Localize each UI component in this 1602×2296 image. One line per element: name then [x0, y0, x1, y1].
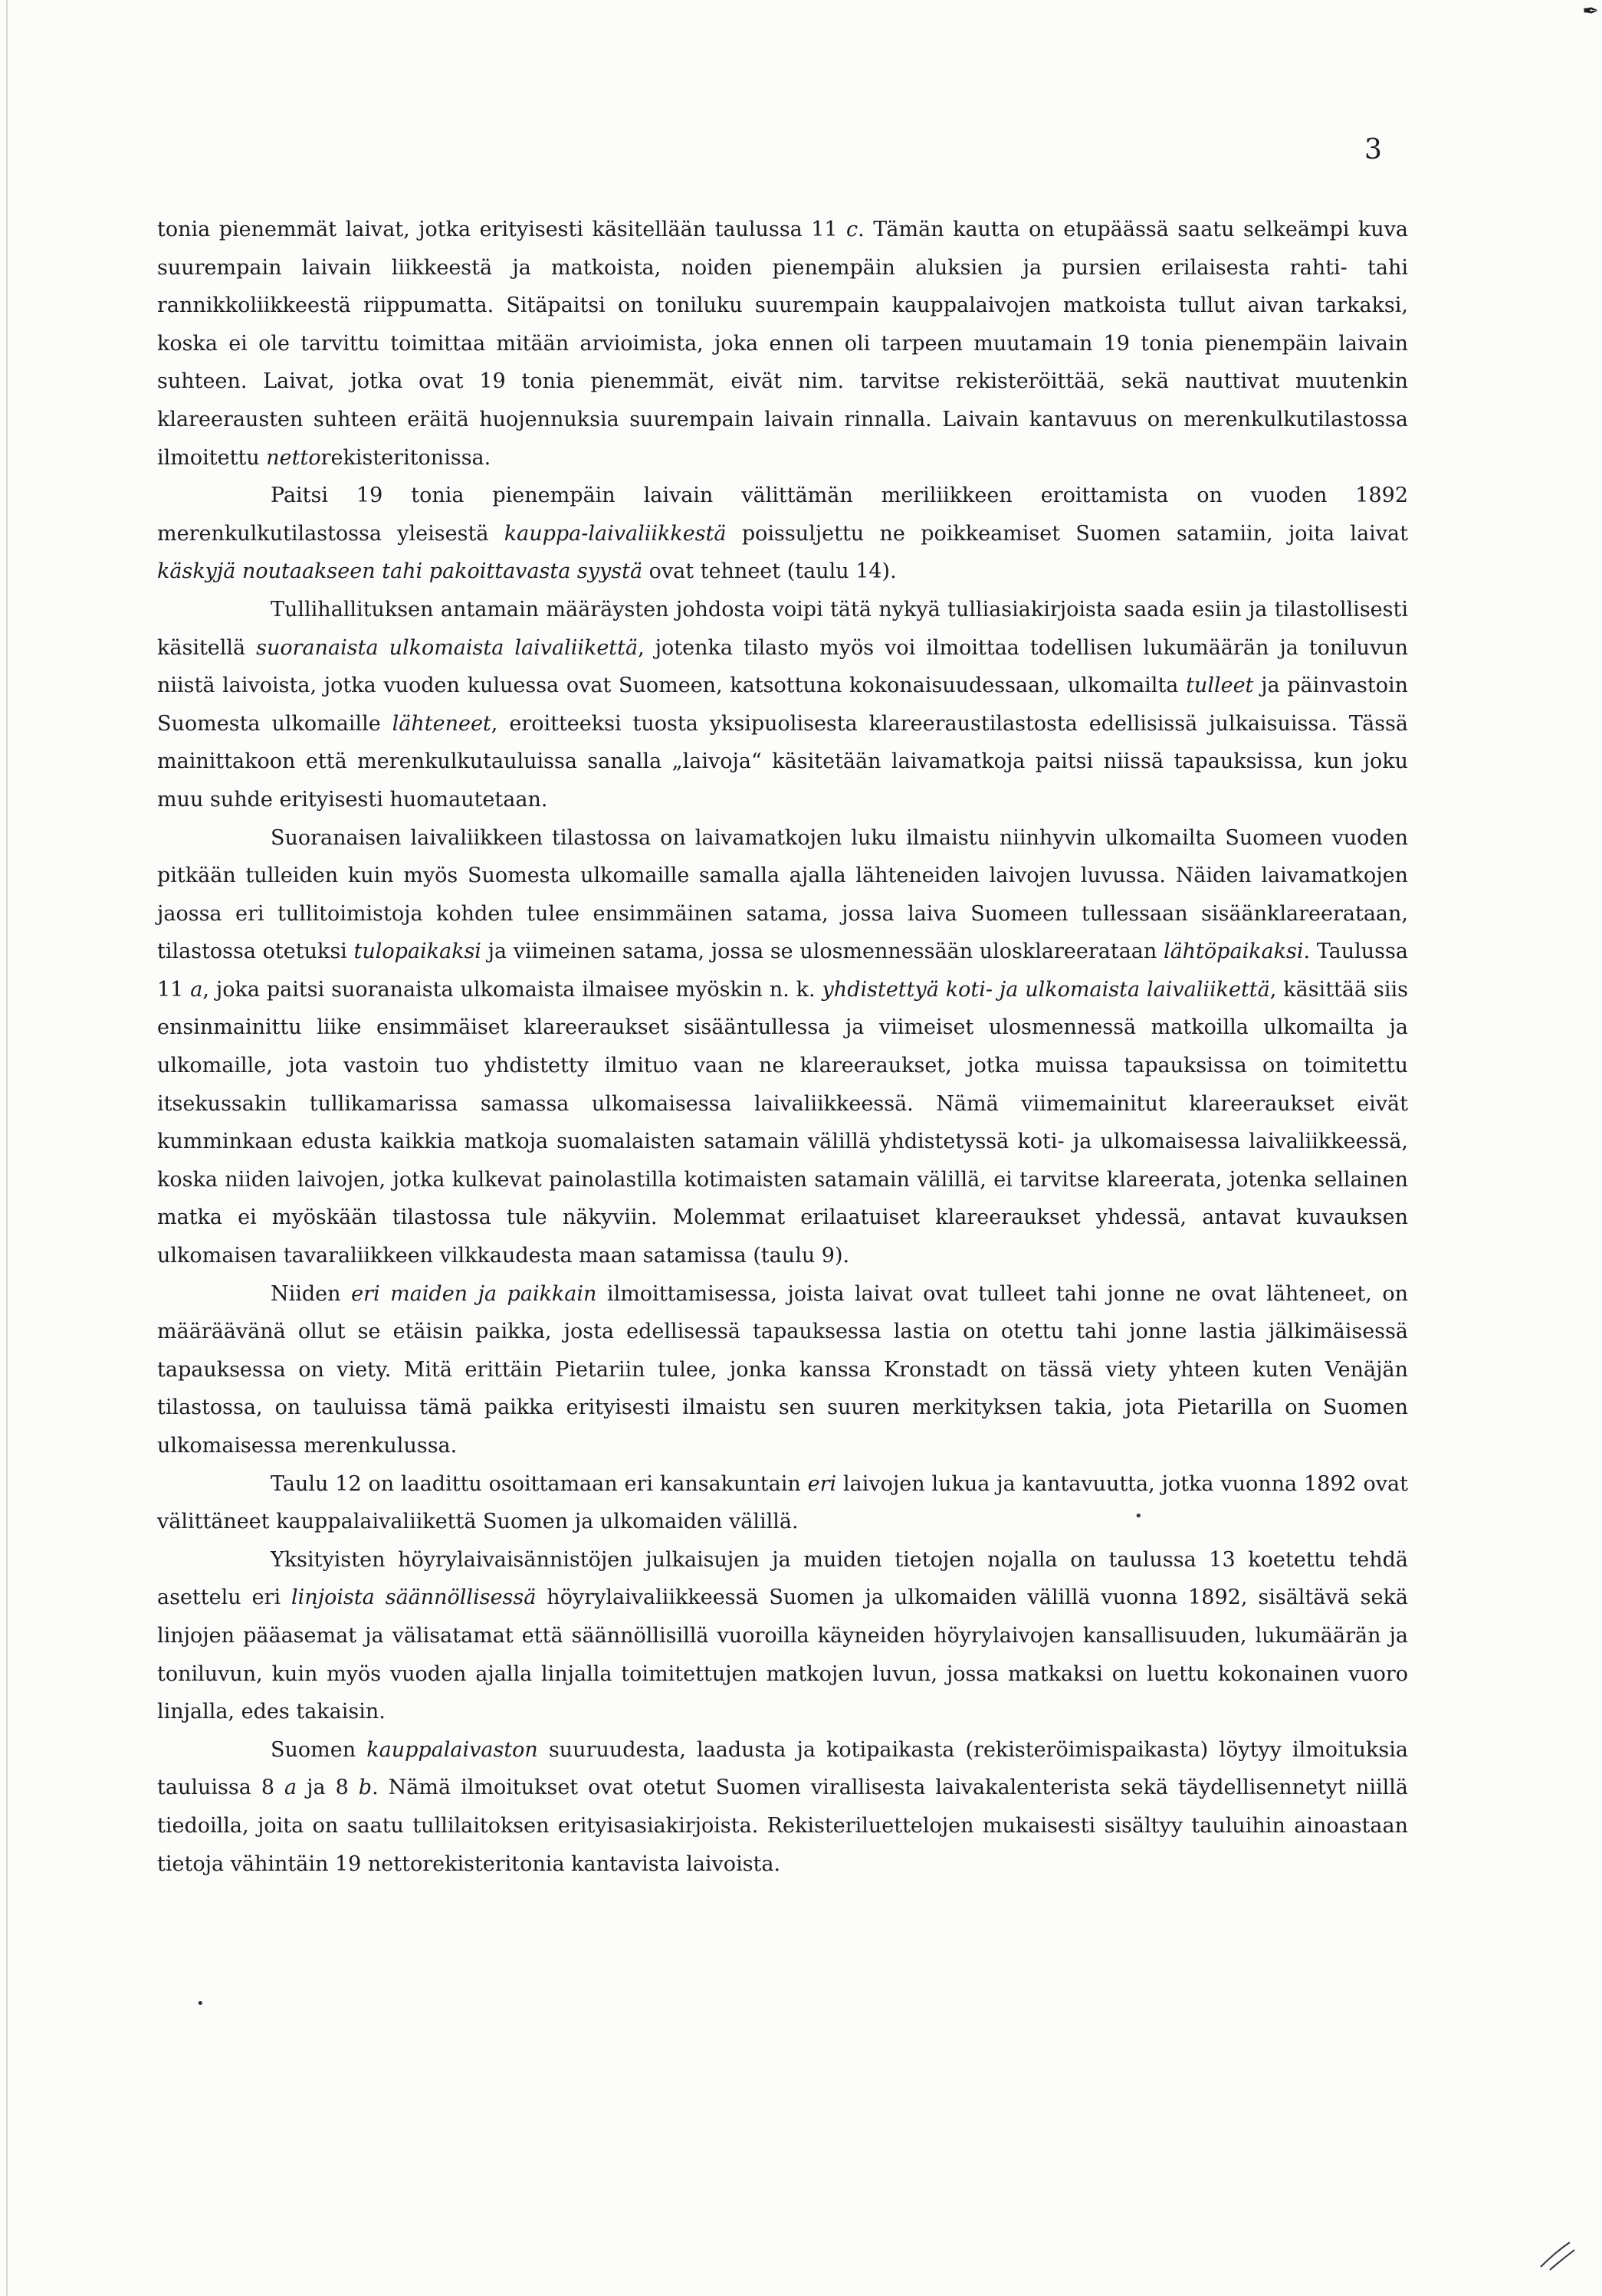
paragraph: [157, 1541, 1408, 1731]
text-run: poissuljettu ne poikkeamiset Suomen satamiin, joita laivat: [726, 521, 1408, 546]
text-run: suuruudesta, laadusta ja kotipaikasta (rekisteröimispaikasta) löytyy ilmoituksia tauluissa 8: [157, 1737, 1408, 1800]
speck-mark: •: [1134, 1508, 1143, 1524]
text-run: Paitsi 19 tonia pienempäin laivain välittämän meriliikkeen eroittamista on vuoden 1892 merenkulkutilastossa yleisestä: [157, 484, 1408, 546]
paragraph: [157, 591, 1408, 819]
paragraph: [157, 477, 1408, 591]
italic-term: suoranaista ulkomaista laivaliikettä: [256, 635, 639, 660]
text-run: ja päinvastoin Suomesta ulkomaille: [157, 674, 1408, 736]
text-run: , jotenka tilasto myös voi ilmoittaa todellisen lukumäärän ja toniluvun niistä laivoista, jotka vuoden kuluessa ovat Suomeen, katsottuna kokonaisuudessaan, ulkomailta: [157, 635, 1408, 698]
text-run: laivojen lukua ja kantavuutta, jotka vuonna 1892 ovat välittäneet kauppalaivaliikettä Suomen ja ulkomaiden välillä.: [157, 1471, 1408, 1534]
italic-term: b: [358, 1776, 373, 1800]
text-run: Niiden: [271, 1281, 352, 1306]
text-run: , joka paitsi suoranaista ulkomaista ilmaisee myöskin n. k.: [202, 977, 822, 1002]
text-run: rekisteritonissa.: [320, 445, 491, 470]
italic-term: netto: [266, 445, 321, 470]
text-run: . Taulussa 11: [157, 940, 1408, 1002]
text-run: ja viimeinen satama, jossa se ulosmennessään ulosklareerataan: [481, 940, 1164, 964]
paragraph: [157, 211, 1408, 477]
speck-mark: •: [196, 1996, 205, 2012]
page-number: 3: [1364, 134, 1382, 166]
paragraph: [157, 1275, 1408, 1465]
italic-term: lähtöpaikaksi: [1163, 940, 1304, 964]
text-run: , käsittää siis ensinmainittu liike ensimmäiset klareeraukset sisääntullessa ja viimeiset ulosmennessä matkoilla ulkomailta ja ulkomaille, jota vastoin tuo yhdistetty ilmituo vaan ne klareeraukset, jotka muissa tapauksissa on toimitettu itsekussakin tullikamarissa samassa ulkomaisessa laivaliikkeessä. Nämä viimemainitut klareeraukset eivät kumminkaan edusta kaikkia matkoja suomalaisten satamain välillä yhdistetyssä koti- ja ulkomaisessa laivaliikkeessä, koska niiden laivojen, jotka kulkevat painolastilla kotimaisten satamain välillä, ei tarvitse klareerata, jotenka sellainen matka ei myöskään tilastossa tule näkyviin. Molemmat erilaatuiset klareeraukset yhdessä, antavat kuvauksen ulkomaisen tavaraliikkeen vilkkaudesta maan satamissa (taulu 9).: [157, 977, 1408, 1268]
italic-term: a: [284, 1776, 297, 1800]
italic-term: yhdistettyä koti- ja ulkomaista laivaliikettä: [822, 977, 1270, 1002]
italic-term: eri maiden ja paikkain: [351, 1281, 597, 1306]
text-run: ovat tehneet (taulu 14).: [642, 559, 897, 584]
scan-left-edge: [6, 0, 8, 2296]
italic-term: käskyjä noutaakseen tahi pakoittavasta syystä: [157, 559, 643, 584]
italic-term: linjoista säännöllisessä: [291, 1586, 537, 1610]
italic-term: a: [190, 977, 203, 1002]
corner-fold-mark: ✒: [1582, 0, 1599, 23]
italic-term: kauppa-laivaliikkestä: [504, 521, 727, 546]
paragraph: [157, 1731, 1408, 1883]
text-run: ilmoittamisessa, joista laivat ovat tulleet tahi jonne ne ovat lähteneet, on määräävänä ollut se etäisin paikka, josta edellisessä tapauksessa lastia on otettu tahi jonne lastia jälkimäisessä tapauksessa on viety. Mitä erittäin Pietariin tulee, jonka kanssa Kronstadt on tässä viety yhteen kuten Venäjän tilastossa, on tauluissa tämä paikka erityisesti ilmaistu sen suuren merkityksen takia, jota Pietarilla on Suomen ulkomaisessa merenkulussa.: [157, 1281, 1408, 1458]
text-run: . Tämän kautta on etupäässä saatu selkeämpi kuva suurempain laivain liikkeestä ja matkoista, noiden pienempäin aluksien ja pursien erilaisesta rahti- tahi rannikkoliikkeestä riippumatta. Sitäpaitsi on toniluku suurempain kauppalaivojen matkoista tullut aivan tarkaksi, koska ei ole tarvittu toimittaa mitään arvioimista, joka ennen oli tarpeen muutamain 19 tonia pienempäin laivain suhteen. Laivat, jotka ovat 19 tonia pienemmät, eivät nim. tarvitse rekisteröittää, sekä nauttivat muutenkin klareerausten suhteen eräitä huojennuksia suurempain laivain rinnalla. Laivain kantavuus on merenkulkutilastossa ilmoitettu: [157, 218, 1408, 470]
italic-term: eri: [807, 1471, 837, 1496]
text-run: höyrylaivaliikkeessä Suomen ja ulkomaiden välillä vuonna 1892, sisältävä sekä linjojen pääasemat ja välisatamat että säännöllisillä vuoroilla käyneiden höyrylaivojen kansallisuuden, lukumäärän ja toniluvun, kuin myös vuoden ajalla linjalla toimitettujen matkojen luvun, jossa matkaksi on luettu kokonainen vuoro linjalla, edes takaisin.: [157, 1586, 1408, 1724]
body-text: [157, 211, 1408, 1883]
text-run: Taulu 12 on laadittu osoittamaan eri kansakuntain: [271, 1471, 808, 1496]
text-run: , eroitteeksi tuosta yksipuolisesta klareeraustilastosta edellisissä julkaisuissa. Tässä mainittakoon että merenkulkutauluissa sanalla „laivoja“ käsitetään laivamatkoja paitsi niissä tapauksissa, kun joku muu suhde erityisesti huomautetaan.: [157, 711, 1409, 812]
text-run: . Nämä ilmoitukset ovat otetut Suomen virallisesta laivakalenterista sekä täydellisennetyt niillä tiedoilla, joita on saatu tullilaitoksen erityisasiakirjoista. Rekisteriluettelojen mukaisesti sisältyy tauluihin ainoastaan tietoja vähintäin 19 nettorekisteritonia kantavista laivoista.: [157, 1776, 1408, 1876]
text-run: Yksityisten höyrylaivaisännistöjen julkaisujen ja muiden tietojen nojalla on taulussa 13 koetettu tehdä asettelu eri: [157, 1547, 1408, 1610]
text-run: ja 8: [297, 1776, 359, 1800]
margin-scribble: [1535, 2229, 1581, 2275]
italic-term: lähteneet: [392, 711, 491, 736]
text-run: Suoranaisen laivaliikkeen tilastossa on laivamatkojen luku ilmaistu niinhyvin ulkomailta Suomeen vuoden pitkään tulleiden kuin myös Suomesta ulkomaille samalla ajalla lähteneiden laivojen luvussa. Näiden laivamatkojen jaossa eri tullitoimistoja kohden tulee ensimmäinen satama, jossa laiva Suomeen tullessaan sisäänklareerataan, tilastossa otetuksi: [157, 825, 1408, 964]
paragraph: [157, 1465, 1408, 1541]
italic-term: kauppalaivaston: [366, 1737, 538, 1762]
italic-term: tulleet: [1186, 674, 1254, 698]
paragraph: [157, 819, 1408, 1275]
text-run: tonia pienemmät laivat, jotka erityisesti käsitellään taulussa 11: [157, 218, 847, 241]
text-run: Suomen: [271, 1737, 367, 1762]
italic-term: tulopaikaksi: [353, 940, 481, 964]
text-run: Tullihallituksen antamain määräysten johdosta voipi tätä nykyä tulliasiakirjoista saada esiin ja tilastollisesti käsitellä: [157, 597, 1408, 660]
italic-term: c: [846, 218, 858, 241]
